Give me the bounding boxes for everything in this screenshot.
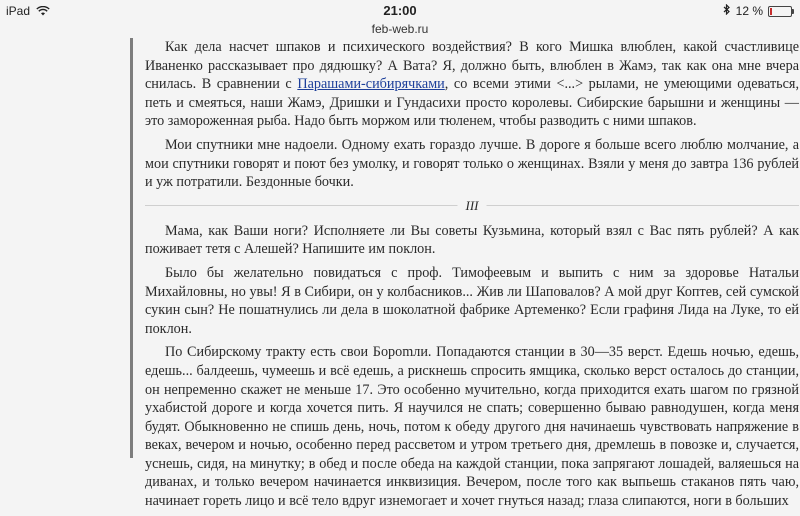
battery-percent: 12 % [735, 4, 763, 18]
battery-icon [768, 6, 792, 17]
paragraph [145, 38, 799, 131]
url-text[interactable]: feb-web.ru [371, 22, 429, 36]
status-time: 21:00 [383, 3, 417, 18]
wifi-icon [36, 6, 50, 16]
status-left [6, 4, 50, 18]
status-bar [0, 0, 800, 22]
paragraph: Мои спутники мне надоели. Одному ехать гораздо лучше. В дороге я больше всего люблю молчание, а мои спутники говорят и поют без умолку, и говорят только о женщинах. Взяли у меня до завтра 136 рублей и уж потратили. Бездонные бочки. [145, 136, 799, 191]
device-name: iPad [6, 4, 31, 18]
section-separator [145, 198, 799, 218]
battery-fill [770, 8, 772, 15]
bluetooth-icon [723, 4, 731, 18]
paragraph-text: , со всеми этими <...> рылами, не умеющими одеваться, петь и смеяться, наши Жамэ, Дришки и Гундасихи просто королевы. Сибирские барышни и женщины — это замороженная рыба. Надо быть моржом или тюленем, чтобы разводить с ними шпаков. [145, 76, 799, 130]
paragraph: Было бы желательно повидаться с проф. Тимофеевым и выпить с ним за здоровье Натальи Михайловны, но увы! Я в Сибири, он у колбасников... Жив ли Шаповалов? А мой друг Коптев, сей сумской сукин сын? Не пошатнулись ли дела в шоколатной фабрике Артеменко? Если графиня Лида на Луке, то ей поклон. [145, 264, 799, 337]
paragraph: Мама, как Ваши ноги? Исполняете ли Вы советы Кузьмина, который взял с Вас пять рублей? А как поживает тетя с Алешей? Напишите им поклон. [145, 222, 799, 258]
status-right [723, 4, 792, 18]
parashi-link[interactable]: Парашами-сибирячками [297, 76, 445, 93]
paragraph: По Сибирскому тракту есть свои Бороmли. Попадаются станции в 30—35 верст. Едешь ночью, едешь, едешь... балдеешь, чумеешь и всё едешь, а рискнешь спросить ямщика, сколько верст осталось до станции, он непременно скажет не меньше 17. Это особенно мучительно, когда приходится ехать шагом по грязной ухабистой дороге и когда хочется пить. Я научился не спать; совершенно бываю равнодушен, когда меня будят. Обыкновенно не спишь день, ночь, потом к обеду другого дня начинаешь чувствовать напряжение в веках, вечером и ночью, особенно перед рассветом и утром третьего дня, дремлешь в повозке и, случается, уснешь, сидя, на минутку; в обед и после обеда на каждой станции, пока запрягают лошадей, валяешься на диванах, и только вечером начинается инквизиция. Вечером, после того как выпьешь стаканов пять чаю, начинает гореть лицо и всё тело вдруг изнемогает и хочет гнуться назад; глаза слипаются, ноги в больших [145, 344, 799, 510]
section-number: III [458, 198, 487, 214]
paragraph-text: Как дела насчет шпаков и психического воздействия? В кого Мишка влюблен, какой счастливице Иваненко рассказывает про дядюшку? А Вата? Я, должно быть, влюблен в Жамэ, так как она мне вчера снилась. В сравнении с [145, 39, 799, 93]
letter-content [145, 38, 799, 516]
page-frame [130, 38, 800, 510]
